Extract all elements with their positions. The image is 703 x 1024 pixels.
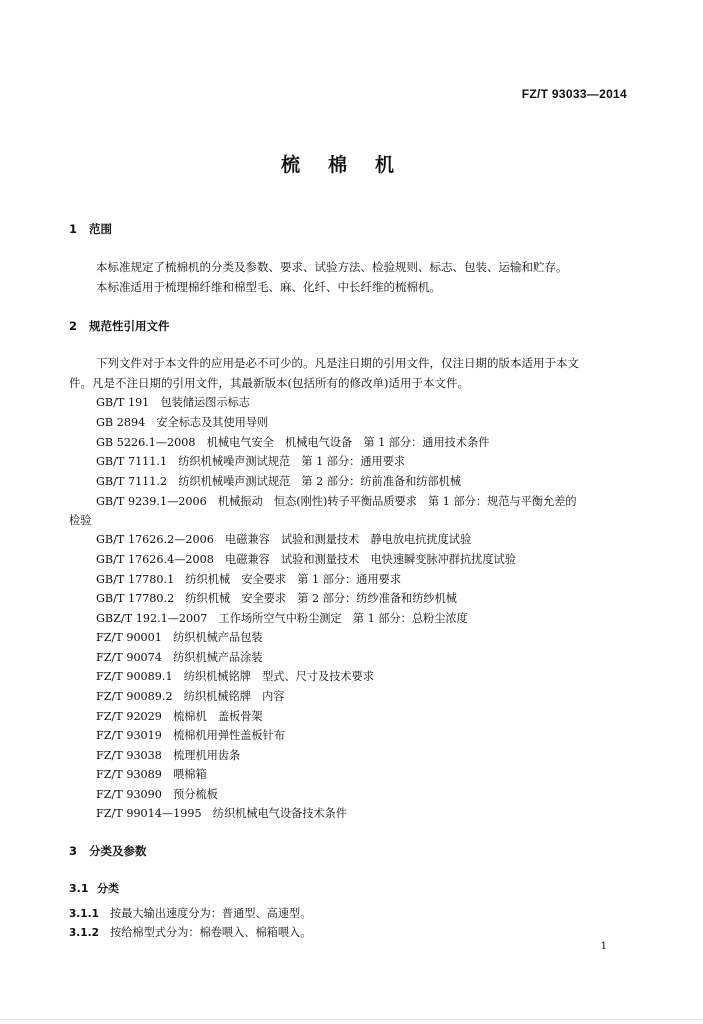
- subsection-title: 分类: [97, 882, 119, 895]
- reference-item-continued: 检验: [69, 514, 92, 527]
- section-title: 分类及参数: [89, 844, 147, 858]
- reference-item: FZ/T 93090 预分梳板: [96, 788, 218, 801]
- reference-item: GB/T 191 包装储运图示标志: [96, 396, 250, 409]
- clause-item: [69, 924, 311, 940]
- reference-item: GB/T 17626.4—2008 电磁兼容 试验和测量技术 电快速瞬变脉冲群抗扰度试验: [96, 553, 516, 566]
- reference-item: GB/T 17626.2—2006 电磁兼容 试验和测量技术 静电放电抗扰度试验: [96, 533, 472, 546]
- clause-number: 3.1.1: [69, 908, 99, 920]
- reference-item: FZ/T 90001 纺织机械产品包装: [96, 631, 263, 644]
- reference-item: GB/T 17780.1 纺织机械 安全要求 第 1 部分：通用要求: [96, 573, 402, 586]
- page-number: 1: [600, 941, 607, 952]
- reference-item: FZ/T 90089.1 纺织机械铭牌 型式、尺寸及技术要求: [96, 670, 374, 683]
- section-number: 1: [69, 222, 78, 236]
- paragraph: 本标准适用于梳理棉纤维和棉型毛、麻、化纤、中长纤维的梳棉机。: [96, 280, 441, 294]
- section-title: 范围: [89, 222, 112, 236]
- reference-item: FZ/T 99014—1995 纺织机械电气设备技术条件: [96, 807, 348, 820]
- paragraph: 下列文件对于本文件的应用是必不可少的。凡是注日期的引用文件，仅注日期的版本适用于本文: [96, 356, 579, 370]
- section-3-heading: [69, 843, 147, 859]
- clause-text: 按给棉型式分为：棉卷喂入、棉箱喂入。: [110, 926, 312, 939]
- reference-item: FZ/T 90089.2 纺织机械铭牌 内容: [96, 690, 285, 703]
- reference-item: FZ/T 93019 梳棉机用弹性盖板针布: [96, 729, 285, 742]
- reference-item: GB/T 7111.1 纺织机械噪声测试规范 第 1 部分：通用要求: [96, 455, 406, 468]
- paragraph: 本标准规定了梳棉机的分类及参数、要求、试验方法、检验规则、标志、包装、运输和贮存。: [96, 260, 568, 274]
- standard-number: FZ/T 93033—2014: [521, 87, 627, 101]
- reference-item: FZ/T 93038 梳理机用齿条: [96, 749, 241, 762]
- paragraph: 件。凡是不注日期的引用文件，其最新版本(包括所有的修改单)适用于本文件。: [69, 376, 469, 390]
- reference-item: GB/T 17780.2 纺织机械 安全要求 第 2 部分：纺纱准备和纺纱机械: [96, 592, 457, 605]
- reference-item: GB 2894 安全标志及其使用导则: [96, 416, 269, 429]
- section-title: 规范性引用文件: [89, 319, 170, 333]
- reference-item: FZ/T 92029 梳棉机 盖板骨架: [96, 710, 263, 723]
- clause-item: [69, 905, 311, 921]
- subsection-3-1-heading: [69, 880, 119, 896]
- subsection-number: 3.1: [69, 882, 89, 895]
- clause-text: 按最大输出速度分为：普通型、高速型。: [110, 907, 312, 920]
- reference-item: GB/T 7111.2 纺织机械噪声测试规范 第 2 部分：纺前准备和纺部机械: [96, 475, 462, 488]
- document-title: 梳棉机: [280, 154, 422, 176]
- reference-item: GB 5226.1—2008 机械电气安全 机械电气设备 第 1 部分：通用技术条件: [96, 436, 490, 449]
- section-number: 2: [69, 319, 78, 333]
- clause-number: 3.1.2: [69, 927, 99, 939]
- section-1-heading: [69, 221, 112, 237]
- section-number: 3: [69, 844, 78, 858]
- section-2-heading: [69, 318, 170, 334]
- reference-item: GB/T 9239.1—2006 机械振动 恒态(刚性)转子平衡品质要求 第 1 部分：规范与平衡允差的: [96, 495, 577, 508]
- reference-item: GBZ/T 192.1—2007 工作场所空气中粉尘测定 第 1 部分：总粉尘浓度: [96, 612, 468, 625]
- reference-item: FZ/T 93089 喂棉箱: [96, 768, 207, 781]
- page-bottom-edge: [0, 1019, 703, 1020]
- reference-item: FZ/T 90074 纺织机械产品涂装: [96, 651, 263, 664]
